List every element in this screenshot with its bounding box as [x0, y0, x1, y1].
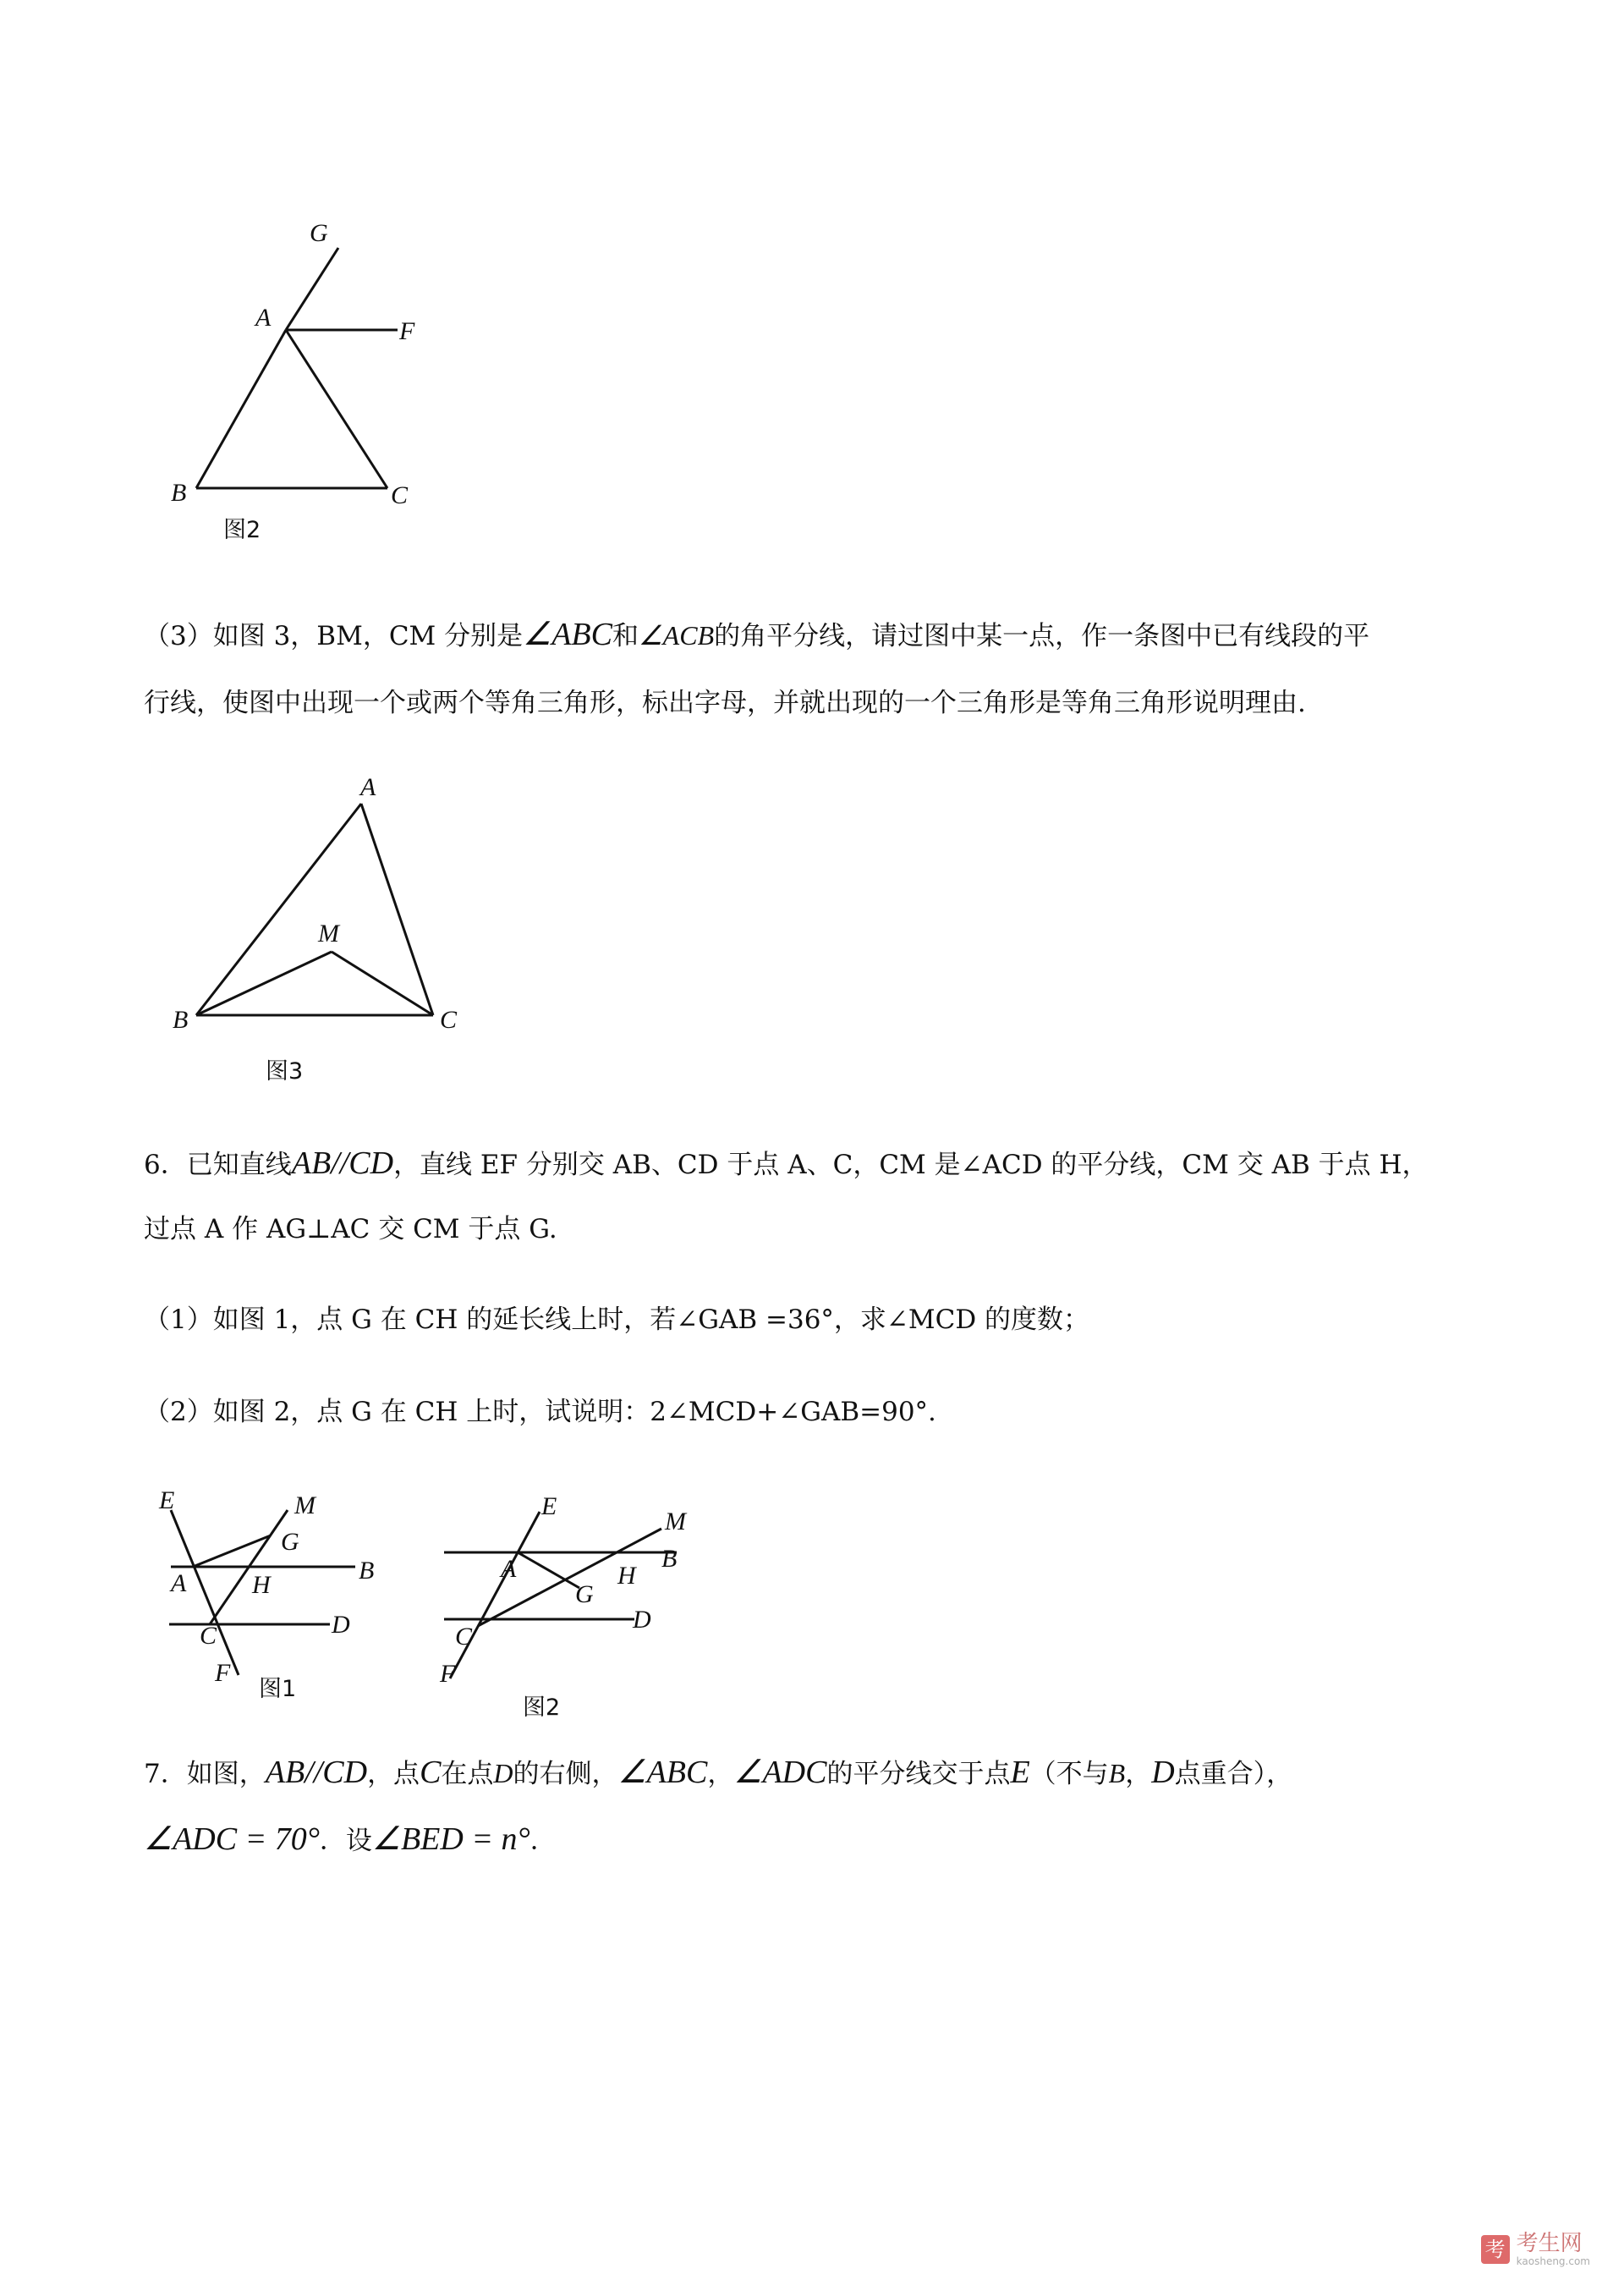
label-a: A	[255, 304, 272, 332]
label-b: B	[173, 1006, 189, 1034]
label-e: E	[541, 1492, 557, 1520]
figure-caption: 图2	[223, 517, 261, 543]
label-b: B	[661, 1545, 678, 1573]
label-d: D	[332, 1611, 350, 1639]
figure-caption: 图2	[523, 1695, 561, 1721]
label-f: F	[399, 317, 415, 345]
label-g: G	[575, 1580, 594, 1608]
figure-6-2	[431, 1491, 736, 1732]
label-a: A	[501, 1555, 517, 1583]
label-b: B	[359, 1557, 375, 1585]
label-a: A	[360, 773, 376, 801]
problem7-line1: 7．如图，AB//CD，点C在点D的右侧，∠ABC，∠ADC的平分线交于点E（不与B，D点重合），	[144, 1755, 1293, 1790]
label-m: M	[665, 1508, 686, 1535]
problem6-part2: （2）如图 2，点 G 在 CH 上时，试说明：2∠MCD+∠GAB=90°.	[144, 1397, 936, 1427]
label-m: M	[318, 920, 339, 948]
label-c: C	[391, 481, 409, 509]
problem6-line1: 6．已知直线AB//CD，直线 EF 分别交 AB、CD 于点 A、C，CM 是∠ACD 的平分线，CM 交 AB 于点 H，	[144, 1145, 1429, 1181]
label-c: C	[200, 1622, 217, 1650]
label-h: H	[252, 1571, 271, 1599]
watermark-logo-icon: 考	[1481, 2235, 1510, 2264]
problem5-part3-line2: 行线，使图中出现一个或两个等角三角形，标出字母，并就出现的一个三角形是等角三角形说明理由.	[144, 688, 1306, 718]
figure-2	[161, 216, 499, 554]
problem6-part1: （1）如图 1，点 G 在 CH 的延长线上时，若∠GAB =36°，求∠MCD 的度数；	[144, 1305, 1090, 1335]
label-f: F	[215, 1659, 231, 1687]
label-g: G	[281, 1528, 299, 1556]
label-b: B	[171, 479, 187, 507]
label-d: D	[633, 1606, 651, 1634]
label-m: M	[294, 1491, 315, 1519]
label-a: A	[171, 1569, 187, 1597]
problem6-line2: 过点 A 作 AG⊥AC 交 CM 于点 G.	[144, 1214, 557, 1244]
line-ag	[286, 248, 338, 330]
figure-caption: 图3	[266, 1058, 304, 1085]
watermark-url: kaosheng.com	[1516, 2255, 1590, 2267]
figure-caption: 图1	[259, 1676, 297, 1702]
problem7-line2: ∠ADC = 70°．设∠BED = n°．	[144, 1821, 557, 1857]
watermark-name: 考生网	[1516, 2231, 1583, 2256]
watermark	[1481, 2232, 1590, 2267]
label-g: G	[310, 219, 328, 247]
label-f: F	[440, 1660, 456, 1688]
label-h: H	[617, 1562, 636, 1590]
line-ab	[196, 330, 286, 488]
label-c: C	[440, 1006, 458, 1034]
line-ac	[286, 330, 387, 488]
label-e: E	[159, 1486, 175, 1514]
problem5-part3-line1: （3）如图 3，BM，CM 分别是∠ABC和∠ACB的角平分线，请过图中某一点，作一条图中已有线段的平	[144, 617, 1370, 652]
figure-6-1	[152, 1485, 398, 1717]
figure-3	[161, 766, 499, 1104]
label-c: C	[455, 1623, 473, 1651]
